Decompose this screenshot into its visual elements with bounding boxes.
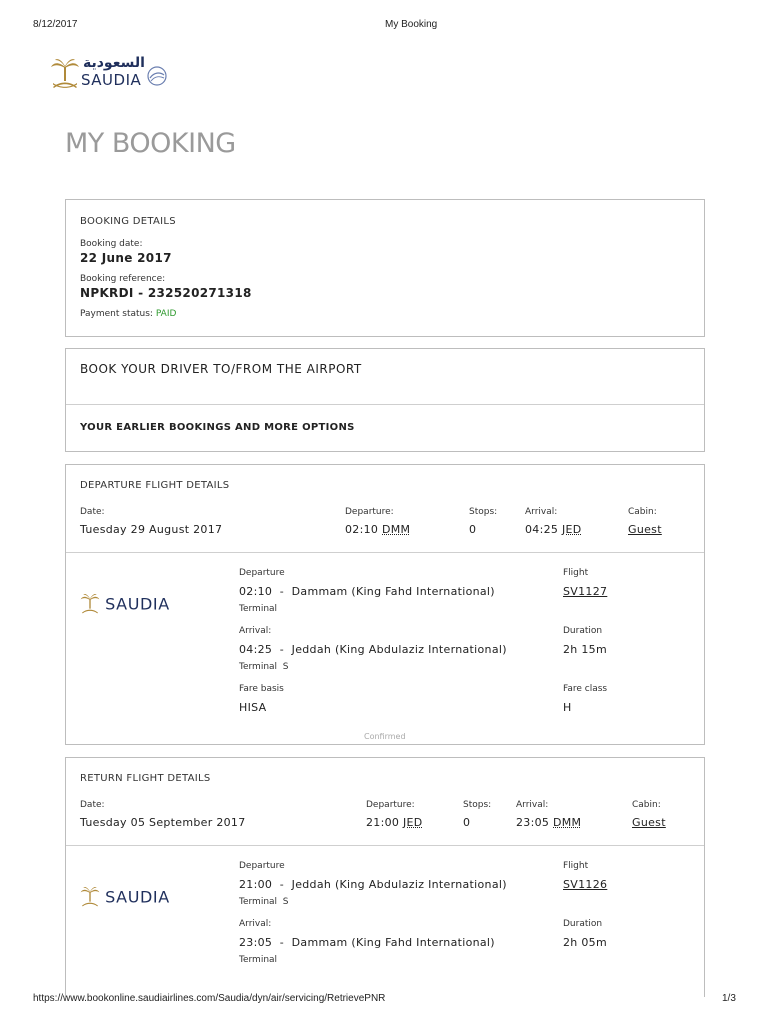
segment-departure-label: Departure [239,861,285,871]
flight-label: Flight [563,861,589,871]
stops-label: Stops: [469,507,498,517]
departure-label: Departure: [366,800,415,810]
airline-name: SAUDIA [105,594,170,614]
segment-arrival-value: 23:05 - Dammam (King Fahd International) [239,936,495,949]
return-flight-panel [65,757,705,997]
duration-label: Duration [563,626,603,636]
book-driver-link[interactable]: BOOK YOUR DRIVER TO/FROM THE AIRPORT [80,362,362,376]
departure-time: 21:00 [366,816,400,829]
segment-arrival-terminal: Terminal S [239,662,289,672]
booking-details-heading: BOOKING DETAILS [80,216,176,227]
date-label: Date: [80,507,105,517]
booking-reference-value: NPKRDI - 232520271318 [80,286,252,300]
palm-swords-icon [80,592,100,616]
payment-status-value: PAID [155,309,177,319]
arrival-time: 23:05 [516,816,550,829]
fare-basis-value: HISA [239,701,267,714]
arrival-airport-code[interactable]: JED [562,523,582,536]
earlier-bookings-link[interactable]: YOUR EARLIER BOOKINGS AND MORE OPTIONS [80,422,355,433]
options-panel [65,348,705,452]
arrival-label: Arrival: [525,507,558,517]
fare-class-label: Fare class [563,684,608,694]
print-url: https://www.bookonline.saudiairlines.com/Saudia/dyn/air/servicing/RetrievePNR [33,993,386,1004]
arrival-time: 04:25 [525,523,559,536]
segment-status: Confirmed [364,732,406,741]
fare-basis-label: Fare basis [239,684,284,694]
departure-label: Departure: [345,507,394,517]
palm-swords-icon [80,885,100,909]
stops-value: 0 [463,816,471,829]
cabin-value[interactable]: Guest [628,523,662,536]
segment-arrival-label: Arrival: [239,626,272,636]
duration-value: 2h 05m [563,936,607,949]
flight-number-link[interactable]: SV1127 [563,585,608,598]
print-page-title: My Booking [385,19,438,30]
divider [66,404,704,405]
departure-value [345,523,410,536]
segment-arrival-value: 04:25 - Jeddah (King Abdulaziz International) [239,643,507,656]
divider [66,552,704,553]
palm-swords-icon [50,57,80,91]
segment-departure-value: 02:10 - Dammam (King Fahd International) [239,585,495,598]
airline-logo [80,885,170,909]
flight-label: Flight [563,568,589,578]
booking-details-panel [65,199,705,337]
arrival-airport-code[interactable]: DMM [553,816,582,829]
page-title: MY BOOKING [65,128,236,159]
arrival-value [516,816,581,829]
booking-date-value: 22 June 2017 [80,251,172,265]
payment-status [80,309,176,319]
print-date: 8/12/2017 [33,19,78,30]
flight-number-link[interactable]: SV1126 [563,878,608,891]
airline-logo [80,592,170,616]
arrival-label: Arrival: [516,800,549,810]
departure-airport-code[interactable]: JED [403,816,423,829]
payment-status-label: Payment status: [80,309,153,319]
saudia-logo[interactable] [50,55,170,91]
return-flight-heading: RETURN FLIGHT DETAILS [80,773,211,784]
print-page-number: 1/3 [722,993,736,1004]
date-value: Tuesday 05 September 2017 [80,816,246,829]
stops-value: 0 [469,523,477,536]
duration-value: 2h 15m [563,643,607,656]
date-value: Tuesday 29 August 2017 [80,523,223,536]
segment-arrival-terminal: Terminal [239,955,278,965]
skyteam-icon [146,65,168,87]
arrival-value [525,523,582,536]
departure-time: 02:10 [345,523,379,536]
airline-name: SAUDIA [105,887,170,907]
segment-arrival-label: Arrival: [239,919,272,929]
departure-flight-heading: DEPARTURE FLIGHT DETAILS [80,480,230,491]
cabin-label: Cabin: [628,507,657,517]
booking-date-label: Booking date: [80,239,143,249]
segment-departure-terminal: Terminal S [239,897,289,907]
booking-reference-label: Booking reference: [80,274,166,284]
date-label: Date: [80,800,105,810]
departure-airport-code[interactable]: DMM [382,523,411,536]
brand-name: SAUDIA [81,71,142,89]
departure-flight-panel [65,464,705,745]
brand-arabic-name: السعودية [83,55,145,71]
segment-departure-value: 21:00 - Jeddah (King Abdulaziz International) [239,878,507,891]
fare-class-value: H [563,701,572,714]
cabin-value[interactable]: Guest [632,816,666,829]
segment-departure-terminal: Terminal [239,604,278,614]
departure-value [366,816,423,829]
segment-departure-label: Departure [239,568,285,578]
duration-label: Duration [563,919,603,929]
divider [66,845,704,846]
cabin-label: Cabin: [632,800,661,810]
stops-label: Stops: [463,800,492,810]
